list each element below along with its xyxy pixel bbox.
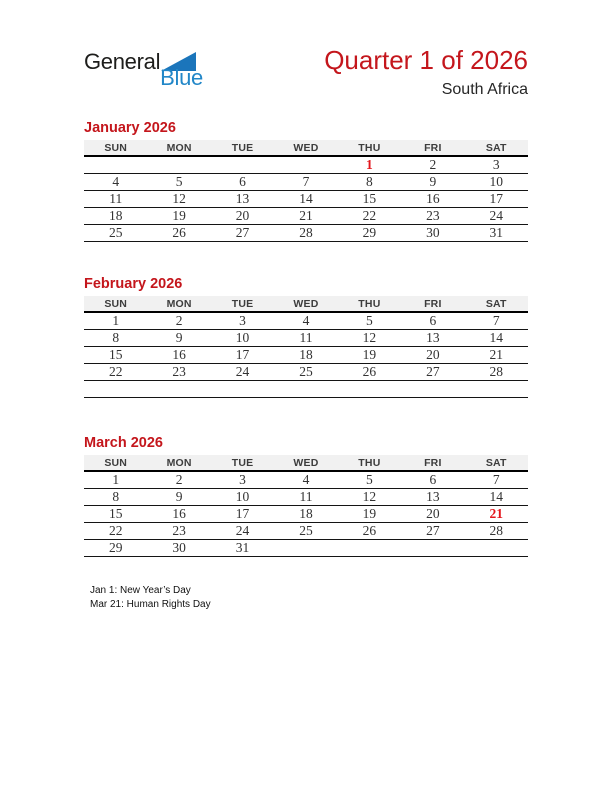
day-cell: 9 (147, 330, 210, 347)
empty-day-cell (147, 381, 210, 398)
weekday-header: MON (147, 140, 210, 156)
day-cell: 12 (338, 330, 401, 347)
day-cell: 12 (338, 489, 401, 506)
day-cell: 27 (401, 523, 464, 540)
month-section (84, 436, 528, 557)
holiday-note: Mar 21: Human Rights Day (90, 598, 211, 610)
day-cell: 2 (147, 471, 210, 489)
holiday-notes (90, 584, 211, 611)
weekday-header-row (84, 140, 528, 156)
page-title: Quarter 1 of 2026 (324, 45, 528, 75)
day-cell: 5 (338, 312, 401, 330)
calendar-table (84, 296, 528, 398)
day-cell: 20 (401, 347, 464, 364)
day-cell: 16 (147, 506, 210, 523)
day-cell: 23 (147, 523, 210, 540)
day-cell: 1 (84, 471, 147, 489)
day-cell: 19 (338, 347, 401, 364)
day-cell: 4 (84, 174, 147, 191)
month-title: March 2026 (84, 435, 163, 451)
day-cell: 20 (401, 506, 464, 523)
day-cell: 3 (465, 156, 528, 174)
general-blue-logo (84, 50, 206, 90)
weekday-header: TUE (211, 455, 274, 471)
day-cell: 26 (147, 225, 210, 242)
day-cell: 29 (84, 540, 147, 557)
empty-day-cell (465, 540, 528, 557)
empty-day-cell (274, 540, 337, 557)
day-cell: 25 (84, 225, 147, 242)
day-cell: 22 (84, 364, 147, 381)
day-cell: 11 (274, 489, 337, 506)
day-cell: 24 (465, 208, 528, 225)
weekday-header: SUN (84, 140, 147, 156)
weekday-header: THU (338, 455, 401, 471)
weekday-header: TUE (211, 140, 274, 156)
day-cell: 7 (465, 471, 528, 489)
day-cell: 13 (401, 330, 464, 347)
day-cell: 14 (465, 330, 528, 347)
day-cell: 19 (147, 208, 210, 225)
day-cell: 25 (274, 364, 337, 381)
weekday-header: THU (338, 296, 401, 312)
week-row (84, 191, 528, 208)
weekday-header: WED (274, 296, 337, 312)
day-cell: 7 (465, 312, 528, 330)
day-cell: 5 (147, 174, 210, 191)
day-cell: 23 (401, 208, 464, 225)
day-cell: 6 (401, 312, 464, 330)
weekday-header: SUN (84, 296, 147, 312)
weekday-header: THU (338, 140, 401, 156)
day-cell: 28 (274, 225, 337, 242)
calendar-table (84, 455, 528, 557)
empty-day-cell (338, 381, 401, 398)
week-row (84, 364, 528, 381)
day-cell: 1 (84, 312, 147, 330)
week-row (84, 174, 528, 191)
week-row (84, 381, 528, 398)
day-cell: 16 (147, 347, 210, 364)
weekday-header: MON (147, 455, 210, 471)
weekday-header: WED (274, 140, 337, 156)
day-cell: 28 (465, 523, 528, 540)
week-row (84, 156, 528, 174)
day-cell: 3 (211, 471, 274, 489)
day-cell: 29 (338, 225, 401, 242)
day-cell: 16 (401, 191, 464, 208)
empty-day-cell (401, 540, 464, 557)
empty-day-cell (211, 381, 274, 398)
day-cell: 19 (338, 506, 401, 523)
day-cell: 14 (465, 489, 528, 506)
day-cell: 13 (211, 191, 274, 208)
empty-day-cell (401, 381, 464, 398)
day-cell: 18 (274, 347, 337, 364)
week-row (84, 225, 528, 242)
logo-word-blue: Blue (160, 65, 203, 90)
day-cell: 10 (465, 174, 528, 191)
day-cell: 6 (401, 471, 464, 489)
day-cell: 9 (401, 174, 464, 191)
weekday-header: SAT (465, 296, 528, 312)
week-row (84, 347, 528, 364)
day-cell: 11 (274, 330, 337, 347)
week-row (84, 471, 528, 489)
day-cell: 22 (84, 523, 147, 540)
day-cell: 15 (84, 506, 147, 523)
day-cell: 31 (211, 540, 274, 557)
day-cell: 21 (274, 208, 337, 225)
day-cell: 22 (338, 208, 401, 225)
day-cell: 12 (147, 191, 210, 208)
month-section (84, 277, 528, 398)
empty-day-cell (84, 156, 147, 174)
day-cell: 9 (147, 489, 210, 506)
calendar-table (84, 140, 528, 242)
day-cell: 20 (211, 208, 274, 225)
weekday-header-row (84, 296, 528, 312)
day-cell: 24 (211, 364, 274, 381)
day-cell: 3 (211, 312, 274, 330)
empty-day-cell (338, 540, 401, 557)
day-cell: 10 (211, 330, 274, 347)
day-cell: 6 (211, 174, 274, 191)
day-cell: 25 (274, 523, 337, 540)
day-cell: 8 (84, 489, 147, 506)
day-cell: 5 (338, 471, 401, 489)
day-cell: 1 (338, 156, 401, 174)
day-cell: 23 (147, 364, 210, 381)
week-row (84, 330, 528, 347)
day-cell: 18 (84, 208, 147, 225)
day-cell: 4 (274, 312, 337, 330)
day-cell: 17 (211, 506, 274, 523)
day-cell: 30 (147, 540, 210, 557)
day-cell: 13 (401, 489, 464, 506)
month-section (84, 121, 528, 242)
day-cell: 28 (465, 364, 528, 381)
day-cell: 18 (274, 506, 337, 523)
logo-word-general: General (84, 49, 161, 74)
holiday-note: Jan 1: New Year’s Day (90, 585, 191, 596)
day-cell: 27 (401, 364, 464, 381)
page-subtitle: South Africa (441, 81, 528, 98)
empty-day-cell (465, 381, 528, 398)
day-cell: 8 (338, 174, 401, 191)
empty-day-cell (84, 381, 147, 398)
weekday-header: FRI (401, 455, 464, 471)
weekday-header-row (84, 455, 528, 471)
day-cell: 17 (211, 347, 274, 364)
day-cell: 27 (211, 225, 274, 242)
title-block (324, 46, 528, 99)
day-cell: 2 (401, 156, 464, 174)
day-cell: 15 (84, 347, 147, 364)
weekday-header: MON (147, 296, 210, 312)
weekday-header: SAT (465, 455, 528, 471)
month-title: January 2026 (84, 120, 176, 136)
weekday-header: FRI (401, 296, 464, 312)
empty-day-cell (147, 156, 210, 174)
week-row (84, 208, 528, 225)
week-row (84, 312, 528, 330)
day-cell: 21 (465, 347, 528, 364)
day-cell: 15 (338, 191, 401, 208)
day-cell: 26 (338, 523, 401, 540)
day-cell: 4 (274, 471, 337, 489)
day-cell: 21 (465, 506, 528, 523)
day-cell: 31 (465, 225, 528, 242)
weekday-header: FRI (401, 140, 464, 156)
week-row (84, 506, 528, 523)
weekday-header: SUN (84, 455, 147, 471)
weekday-header: TUE (211, 296, 274, 312)
day-cell: 14 (274, 191, 337, 208)
day-cell: 24 (211, 523, 274, 540)
day-cell: 17 (465, 191, 528, 208)
day-cell: 30 (401, 225, 464, 242)
weekday-header: WED (274, 455, 337, 471)
day-cell: 7 (274, 174, 337, 191)
day-cell: 10 (211, 489, 274, 506)
empty-day-cell (274, 381, 337, 398)
week-row (84, 489, 528, 506)
day-cell: 2 (147, 312, 210, 330)
week-row (84, 540, 528, 557)
empty-day-cell (274, 156, 337, 174)
week-row (84, 523, 528, 540)
empty-day-cell (211, 156, 274, 174)
day-cell: 26 (338, 364, 401, 381)
day-cell: 8 (84, 330, 147, 347)
weekday-header: SAT (465, 140, 528, 156)
month-title: February 2026 (84, 276, 183, 292)
day-cell: 11 (84, 191, 147, 208)
